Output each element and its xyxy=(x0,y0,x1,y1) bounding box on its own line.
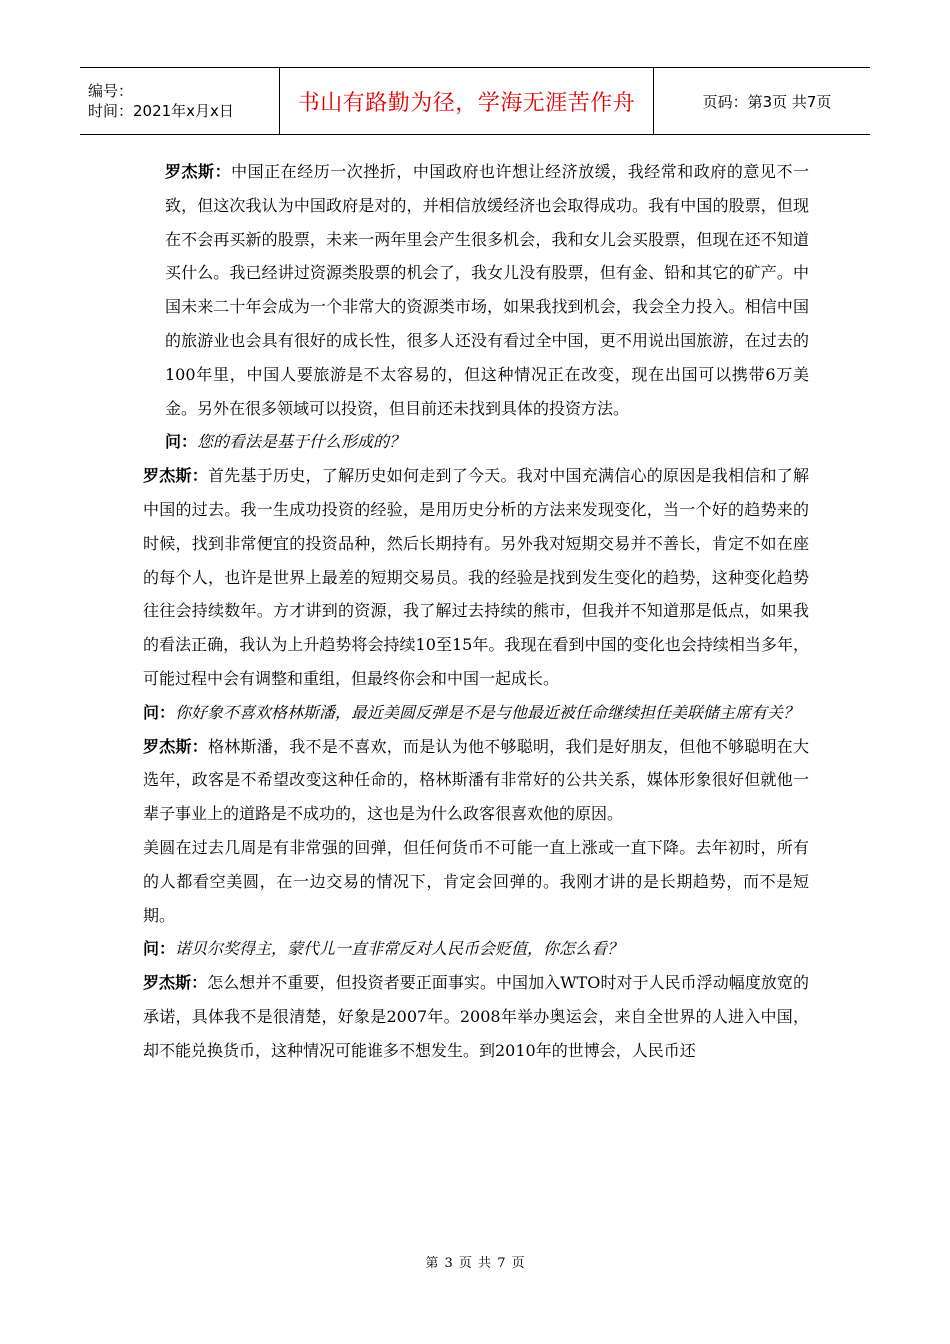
page-label: 页码：第3页 共7页 xyxy=(702,92,832,111)
speaker-label: 问： xyxy=(143,702,176,722)
question-text: 诺贝尔奖得主，蒙代儿一直非常反对人民币会贬值，你怎么看？ xyxy=(175,939,624,959)
speaker-label: 问： xyxy=(165,432,198,452)
page-header xyxy=(80,67,870,135)
speaker-label: 罗杰斯： xyxy=(143,466,208,486)
speaker-label: 罗杰斯： xyxy=(165,162,232,181)
answer-paragraph xyxy=(165,155,809,425)
header-page-info xyxy=(654,68,870,134)
paragraph-text: 首先基于历史，了解历史如何走到了今天。我对中国充满信心的原因是我相信和了解中国的过去。我一生成功投资的经验，是用历史分析的方法来发现变化，当一个好的趋势来的时候，找到非常便宜的投资品种，然后长期持有。另外我对短期交易并不善长，肯定不如在座的每个人，也许是世界上最差的短期交易员。我的经验是找到发生变化的趋势，这种变化趋势往往会持续数年。方才讲到的资源，我了解过去持续的熊市，但我并不知道那是低点，如果我的看法正确，我认为上升趋势将会持续10至15年。我现在看到中国的变化也会持续相当多年，可能过程中会有调整和重组，但最终你会和中国一起成长。 xyxy=(143,466,809,688)
answer-paragraph xyxy=(143,730,809,831)
document-body xyxy=(0,155,950,1068)
continuation-paragraph xyxy=(143,831,809,932)
motto-text: 书山有路勤为径，学海无涯苦作舟 xyxy=(297,90,636,116)
paragraph-text: 美圆在过去几周是有非常强的回弹，但任何货币不可能一直上涨或一直下降。去年初时，所有的人都看空美圆，在一边交易的情况下，肯定会回弹的。我刚才讲的是长期趋势，而不是短期。 xyxy=(143,837,809,925)
number-label: 编号： xyxy=(88,82,134,100)
header-meta xyxy=(80,68,280,134)
answer-paragraph xyxy=(143,459,809,696)
date-label: 时间：2021年x月x日 xyxy=(88,102,234,120)
paragraph-text: 怎么想并不重要，但投资者要正面事实。中国加入WTO时对于人民币浮动幅度放宽的承诺，具体我不是很清楚，好象是2007年。2008年举办奥运会，来自全世界的人进入中国，却不能兑换货币，这种情况可能谁多不想发生。到2010年的世博会，人民币还 xyxy=(143,973,809,1060)
header-motto xyxy=(280,68,654,134)
page-footer xyxy=(0,1252,950,1271)
paragraph-text: 格林斯潘，我不是不喜欢，而是认为他不够聪明，我们是好朋友，但他不够聪明在大选年，政客是不希望改变这种任命的，格林斯潘有非常好的公共关系，媒体形象很好但就他一辈子事业上的道路是不成功的，这也是为什么政客很喜欢他的原因。 xyxy=(143,736,809,824)
paragraph-text: 中国正在经历一次挫折，中国政府也许想让经济放缓，我经常和政府的意见不一致，但这次我认为中国政府是对的，并相信放缓经济也会取得成功。我有中国的股票，但现在不会再买新的股票，未来一两年里会产生很多机会，我和女儿会买股票，但现在还不知道买什么。我已经讲过资源类股票的机会了，我女儿没有股票，但有金、铅和其它的矿产。中国未来二十年会成为一个非常大的资源类市场，如果我找到机会，我会全力投入。相信中国的旅游业也会具有很好的成长性，很多人还没有看过全中国，更不用说出国旅游，在过去的100年里，中国人要旅游是不太容易的，但这种情况正在改变，现在出国可以携带6万美金。另外在很多领域可以投资，但目前还未找到具体的投资方法。 xyxy=(165,162,809,418)
speaker-label: 问： xyxy=(143,939,176,959)
footer-page-number: 第 3 页 共 7 页 xyxy=(425,1256,525,1271)
question-text: 你好象不喜欢格林斯潘，最近美圆反弹是不是与他最近被任命继续担任美联储主席有关？ xyxy=(175,702,800,722)
speaker-label: 罗杰斯： xyxy=(143,973,208,993)
question-paragraph xyxy=(143,696,809,730)
question-paragraph xyxy=(143,932,809,966)
answer-paragraph xyxy=(143,966,809,1067)
question-text: 您的看法是基于什么形成的？ xyxy=(197,432,406,452)
speaker-label: 罗杰斯： xyxy=(143,736,208,756)
question-paragraph xyxy=(165,425,809,459)
